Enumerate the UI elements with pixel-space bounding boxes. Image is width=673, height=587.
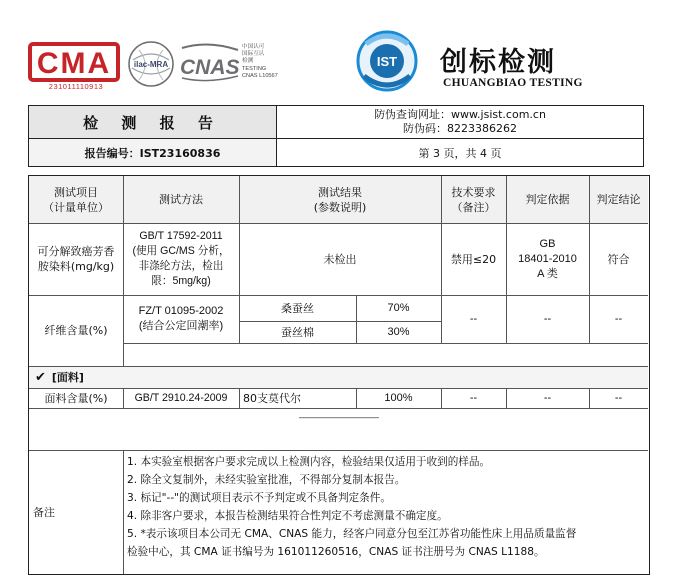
section-fabric [35, 366, 84, 388]
row-fabric-conclusion: -- [614, 391, 623, 404]
row-fabric-item: 面料含量(%) [44, 391, 108, 405]
row-dye-basis: GB 18401-2010 A 类 [518, 237, 577, 280]
remark-line: 2. 除全文复制外，未经实验室批准，不得部分复制本报告。 [127, 474, 406, 486]
report-number: 报告编号：IST23160836 [29, 139, 277, 166]
page-info: 第 3 页，共 4 页 [418, 146, 502, 160]
header-basis: 判定依据 [525, 193, 570, 206]
brand-english: CHUANGBIAO TESTING [443, 77, 583, 89]
cma-logo-text: CMA [36, 47, 112, 80]
row-fiber-item: 纤维含量(%) [44, 324, 108, 337]
header-test-method: 测试方法 [159, 193, 203, 206]
row-fabric-basis: -- [543, 391, 552, 404]
row-fabric-component: 80支莫代尔 [243, 391, 301, 405]
report-title: 检 测 报 告 [29, 106, 277, 139]
anti-counterfeit-info [277, 106, 643, 139]
remarks-label: 备注 [33, 505, 55, 519]
cnas-text: CNAS [180, 56, 240, 79]
section-fabric-label: [面料] [51, 370, 84, 384]
row-dye-item: 可分解致癌芳香 胺染料(mg/kg) [37, 245, 115, 273]
row-fiber-requirement: -- [469, 312, 478, 325]
header-requirement: 技术要求 （备注） [451, 185, 496, 214]
ist-logo [356, 30, 418, 92]
row-fabric-requirement: -- [469, 391, 478, 404]
remark-line: 4. 除非客户要求，本报告检测结果符合性判定不考虑测量不确定度。 [127, 510, 448, 522]
results-table [28, 175, 650, 575]
section-row-shade [29, 366, 648, 388]
fiber-component-name: 蚕丝棉 [281, 325, 314, 339]
fiber-component-name: 桑蚕丝 [281, 301, 314, 315]
row-fabric-value: 100% [384, 391, 413, 404]
brand-name: 创标检测 [440, 47, 556, 78]
report-header-box [28, 105, 644, 167]
fiber-component-value: 70% [387, 301, 410, 314]
remark-line: 3. 标记"--"的测试项目表示不予判定或不具备判定条件。 [127, 492, 391, 504]
query-site: 防伪查询网址：www.jsist.com.cn [374, 108, 546, 121]
check-icon: ✔ [35, 369, 46, 385]
row-dye-conclusion: 符合 [607, 252, 630, 266]
ilac-mra-logo [127, 40, 175, 88]
header-test-result: 测试结果 (参数说明) [313, 185, 367, 214]
row-dye-requirement: 禁用≤20 [450, 252, 497, 266]
end-of-results-mark: —————————— [298, 412, 379, 423]
remark-line: 检验中心，其 CMA 证书编号为 161011260516，CNAS 证书注册号为 CNAS L1188。 [127, 546, 545, 558]
remark-line: 5. *表示该项目本公司无 CMA、CNAS 能力，经客户同意分包至江苏省功能性床上用品质量监督 [127, 528, 577, 540]
header-test-item: 测试项目 （计量单位） [43, 185, 109, 214]
header-conclusion: 判定结论 [596, 193, 641, 206]
remark-line: 1. 本实验室根据客户要求完成以上检测内容，检验结果仅适用于收到的样品。 [127, 456, 491, 468]
cnas-caption: 中国认可 国际互认 检测 TESTING CNAS L10567 [242, 44, 278, 79]
row-fiber-conclusion: -- [614, 312, 623, 325]
row-dye-method: GB/T 17592-2011 (使用 GC/MS 分析， 非涤纶方法，检出 限：5mg/kg) [132, 230, 230, 287]
ilac-text: ilac-MRA [133, 60, 169, 69]
row-fiber-method: FZ/T 01095-2002 (结合公定回潮率) [138, 305, 224, 332]
cma-number: 231011110913 [48, 82, 104, 91]
row-fiber-basis: -- [543, 312, 552, 325]
row-dye-result: 未检出 [323, 252, 357, 266]
row-fabric-method: GB/T 2910.24-2009 [134, 391, 228, 404]
fiber-component-value: 30% [387, 325, 410, 338]
query-code: 防伪码：8223386262 [403, 122, 517, 135]
ist-text: IST [376, 54, 398, 69]
